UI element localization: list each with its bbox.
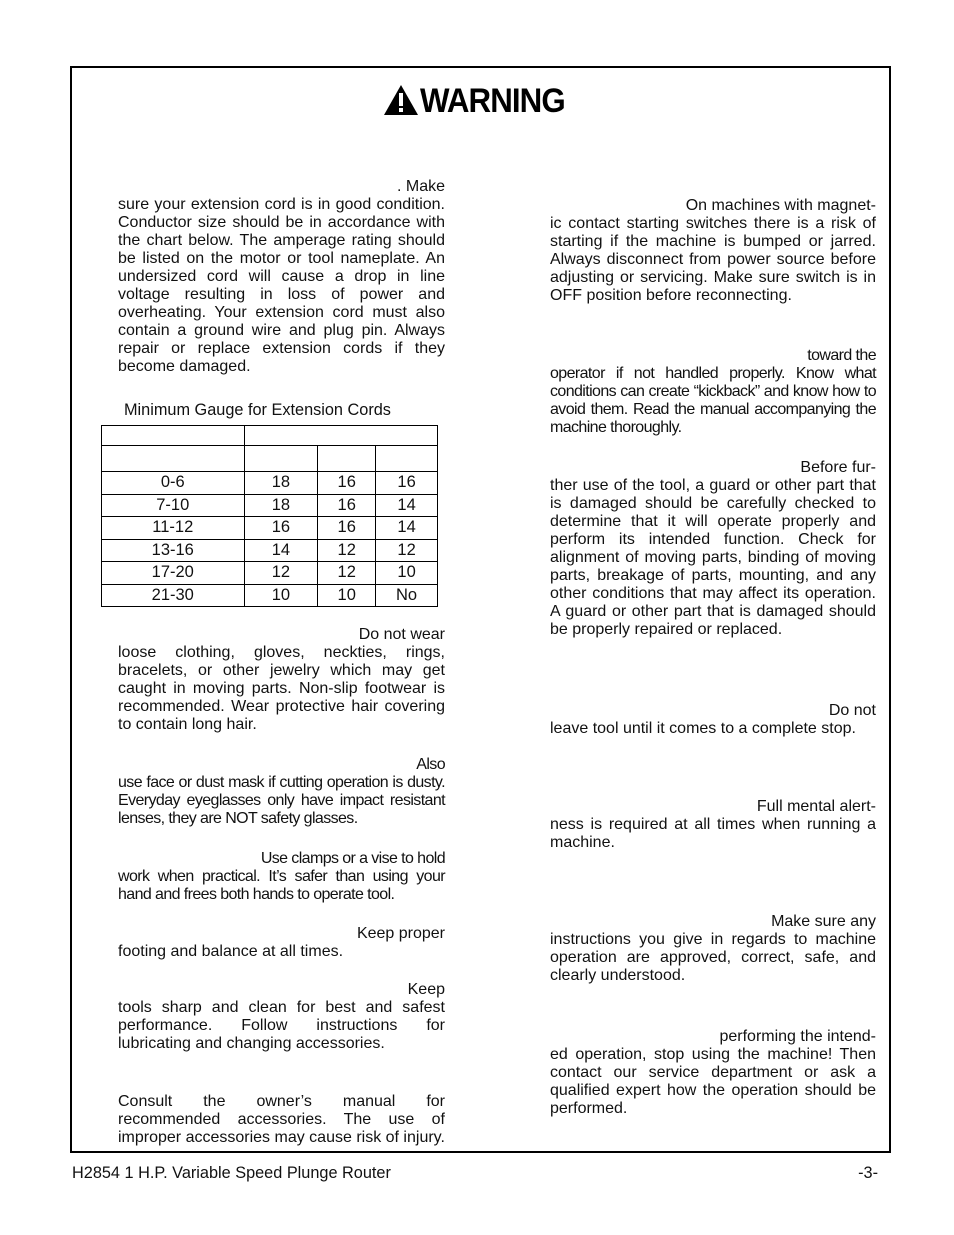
table-cell: 14 [244,539,318,562]
intended-operation-text: ed operation, stop using the machine! Then contact our service department or ask a qualified expert how the operation should be performed. [550,1046,876,1117]
kickback-lead: toward the [807,347,876,364]
table-cell: 12 [244,562,318,585]
damaged-parts-paragraph [550,459,876,639]
table-cell: 10 [318,584,376,607]
table-cell: 18 [244,494,318,517]
table-cell: 14 [376,494,438,517]
footing-paragraph [118,925,445,961]
instructions-text: instructions you give in regards to machine operation are approved, correct, safe, and clearly understood. [550,931,876,984]
instructions-paragraph [550,913,876,985]
table-cell: 11-12 [102,517,245,540]
mask-text: use face or dust mask if cutting operation is dusty. Everyday eyeglasses only have impact resistant lenses, they are NOT safety glasses. [118,774,445,827]
stop-lead: Do not [828,702,876,719]
instructions-lead: Make sure any [771,913,876,930]
table-header-cell [318,446,376,472]
accessories-paragraph [118,1093,445,1147]
clothing-text: loose clothing, gloves, neckties, rings, bracelets, or other jewelry which may get caught in moving parts. Non-slip footwear is recommended. Wear protective hair covering to contain long hair. [118,644,445,733]
table-row [102,539,438,562]
maintain-paragraph [118,981,445,1053]
table-cell: 10 [376,562,438,585]
footing-text: footing and balance at all times. [118,943,344,960]
intended-operation-lead: performing the intend- [719,1028,876,1045]
clothing-paragraph [118,626,445,734]
table-cell: 12 [376,539,438,562]
table-subheader-row [102,446,438,472]
table-cell: 0-6 [102,472,245,495]
clamps-paragraph [118,850,445,904]
table-header-row [102,426,438,446]
extension-cord-text: sure your extension cord is in good condition. Conductor size should be in accordance with the chart below. The amperage rating should be listed on the motor or tool nameplate. An undersized cord will cause a drop in line voltage resulting in loss of power and overheating. Your extension cord must also contain a ground wire and plug pin. Always repair or replace extension cords if they become damaged. [118,196,445,375]
table-cell: 16 [318,472,376,495]
footer-page-number: -3- [858,1164,878,1182]
table-cell: 12 [318,539,376,562]
disconnect-paragraph [550,197,876,305]
footing-lead: Keep proper [356,925,445,942]
table-cell: 16 [244,517,318,540]
gauge-table [101,425,438,607]
table-cell: 14 [376,517,438,540]
disconnect-lead: On machines with magnet- [685,197,876,214]
table-header-cell [376,446,438,472]
table-header-cell [102,446,245,472]
alertness-paragraph [550,798,876,852]
table-header-cell [102,426,245,446]
kickback-paragraph [550,347,876,437]
clothing-lead: Do not wear [358,626,445,643]
kickback-text: operator if not handled properly. Know what conditions can create “kickback” and know how to avoid them. Read the manual accompanying the machine thoroughly. [550,365,876,436]
warning-title: WARNING [420,82,566,120]
warning-heading [72,82,889,121]
warning-triangle-icon [383,84,419,116]
mask-paragraph [118,756,445,828]
table-row [102,517,438,540]
table-header-cell [244,446,318,472]
footer-model: H2854 1 H.P. Variable Speed Plunge Router [72,1164,391,1182]
mask-lead: Also [416,756,445,773]
table-cell: 16 [318,494,376,517]
damaged-parts-lead: Before fur- [800,459,876,476]
stop-text: leave tool until it comes to a complete stop. [550,720,856,737]
damaged-parts-text: ther use of the tool, a guard or other part that is damaged should be carefully checked to determine that it will operate properly and perform its intended function. Check for alignment of moving parts, binding of moving parts, breakage of parts, mounting, and any other conditions that may affect its operation. A guard or other part that is damaged should be properly repaired or replaced. [550,477,876,638]
alertness-text: ness is required at all times when running a machine. [550,816,876,851]
table-cell: 16 [376,472,438,495]
maintain-text: tools sharp and clean for best and safest performance. Follow instructions for lubricating and changing accessories. [118,999,445,1052]
table-row [102,562,438,585]
table-cell: 13-16 [102,539,245,562]
accessories-text: Consult the owner’s manual for recommended accessories. The use of improper accessories may cause risk of injury. [118,1093,445,1146]
table-cell: No [376,584,438,607]
extension-cord-lead: . Make [396,178,445,195]
table-cell: 21-30 [102,584,245,607]
table-caption: Minimum Gauge for Extension Cords [124,401,391,419]
table-cell: 17-20 [102,562,245,585]
table-cell: 12 [318,562,376,585]
table-cell: 7-10 [102,494,245,517]
table-row [102,472,438,495]
clamps-lead: Use clamps or a vise to hold [260,850,445,867]
table-row [102,584,438,607]
table-cell: 10 [244,584,318,607]
disconnect-text: ic contact starting switches there is a risk of starting if the machine is bumped or jarred. Always disconnect from power source before adjusting or servicing. Make sure switch is in OFF position before reconnecting. [550,215,876,304]
table-row [102,494,438,517]
table-cell: 16 [318,517,376,540]
intended-operation-paragraph [550,1028,876,1118]
table-header-cell [244,426,437,446]
stop-paragraph [550,702,876,738]
clamps-text: work when practical. It’s safer than using your hand and frees both hands to operate tool. [118,868,445,903]
extension-cord-paragraph [118,178,445,376]
maintain-lead: Keep [407,981,445,998]
alertness-lead: Full mental alert- [756,798,876,815]
table-cell: 18 [244,472,318,495]
